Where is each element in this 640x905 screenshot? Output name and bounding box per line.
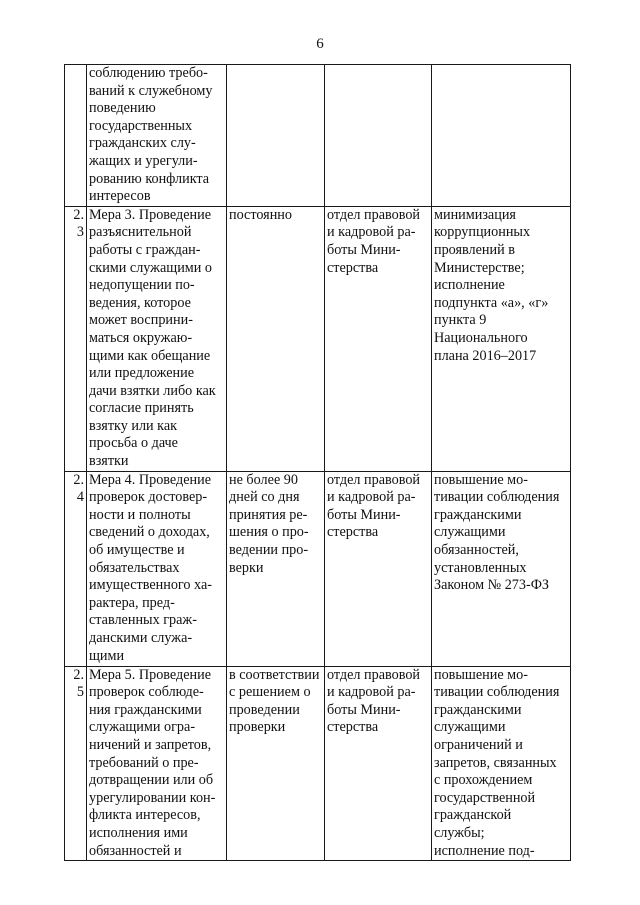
row-number: 2.5 [73, 666, 84, 701]
table-row [65, 206, 571, 471]
table-row [65, 471, 571, 666]
executor-text: отдел правовой и кадровой ра- боты Мини- стерства [327, 206, 421, 276]
term-cell [227, 206, 325, 471]
executor-text: отдел правовой и кадровой ра- боты Мини- стерства [327, 666, 421, 736]
row-number: 2.4 [73, 471, 84, 506]
row-number-cell [65, 206, 87, 471]
result-text: повышение мо- тивации соблюдения гражданскими служащими ограничений и запретов, связанных с прохождением государственной гражданской службы; исполнение под- [434, 666, 560, 859]
term-cell [227, 666, 325, 861]
measure-cell [87, 65, 227, 207]
measures-table [64, 64, 571, 861]
term-cell [227, 471, 325, 666]
executor-cell [325, 65, 432, 207]
measure-cell [87, 666, 227, 861]
measure-text: Мера 4. Проведение проверок достовер- ности и полноты сведений о доходах, об имуществе и обязательствах имущественного ха- рактера, пред- ставленных граж- данскими служа- щими [89, 471, 212, 664]
page-number: 6 [316, 36, 324, 52]
executor-cell [325, 206, 432, 471]
table-row [65, 666, 571, 861]
row-number-cell [65, 65, 87, 207]
row-number: 2.3 [73, 206, 84, 241]
row-number-cell [65, 471, 87, 666]
table-row [65, 65, 571, 207]
measure-cell [87, 206, 227, 471]
term-text: постоянно [229, 206, 292, 223]
result-text: повышение мо- тивации соблюдения гражданскими служащими обязанностей, установленных Законом № 273-ФЗ [434, 471, 560, 594]
term-text: не более 90 дней со дня принятия ре- шения о про- ведении про- верки [229, 471, 309, 576]
measure-text: Мера 3. Проведение разъяснительной работы с граждан- скими служащими о недопущении по- ведения, которое может восприни- маться окружаю- щими как обещание или предложение дачи взятки либо как согласие принять взятку или как просьба о даче взятки [89, 206, 216, 470]
term-text: в соответствии с решением о проведении проверки [229, 666, 320, 736]
executor-cell [325, 666, 432, 861]
executor-cell [325, 471, 432, 666]
result-cell [432, 206, 571, 471]
measure-cell [87, 471, 227, 666]
result-cell [432, 65, 571, 207]
executor-text: отдел правовой и кадровой ра- боты Мини- стерства [327, 471, 421, 541]
term-cell [227, 65, 325, 207]
result-cell [432, 471, 571, 666]
result-cell [432, 666, 571, 861]
measure-text: Мера 5. Проведение проверок соблюде- ния гражданскими служащими огра- ничений и запретов, требований о пре- дотвращении или об урегулировании кон- фликта интересов, исполнения ими обязанностей и [89, 666, 216, 859]
row-number-cell [65, 666, 87, 861]
result-text: минимизация коррупционных проявлений в Министерстве; исполнение подпункта «а», «г» пункта 9 Национального плана 2016–2017 [434, 206, 549, 364]
measure-text: соблюдению требо- ваний к служебному поведению государственных гражданских слу- жащих и урегули- рованию конфликта интересов [89, 65, 213, 205]
